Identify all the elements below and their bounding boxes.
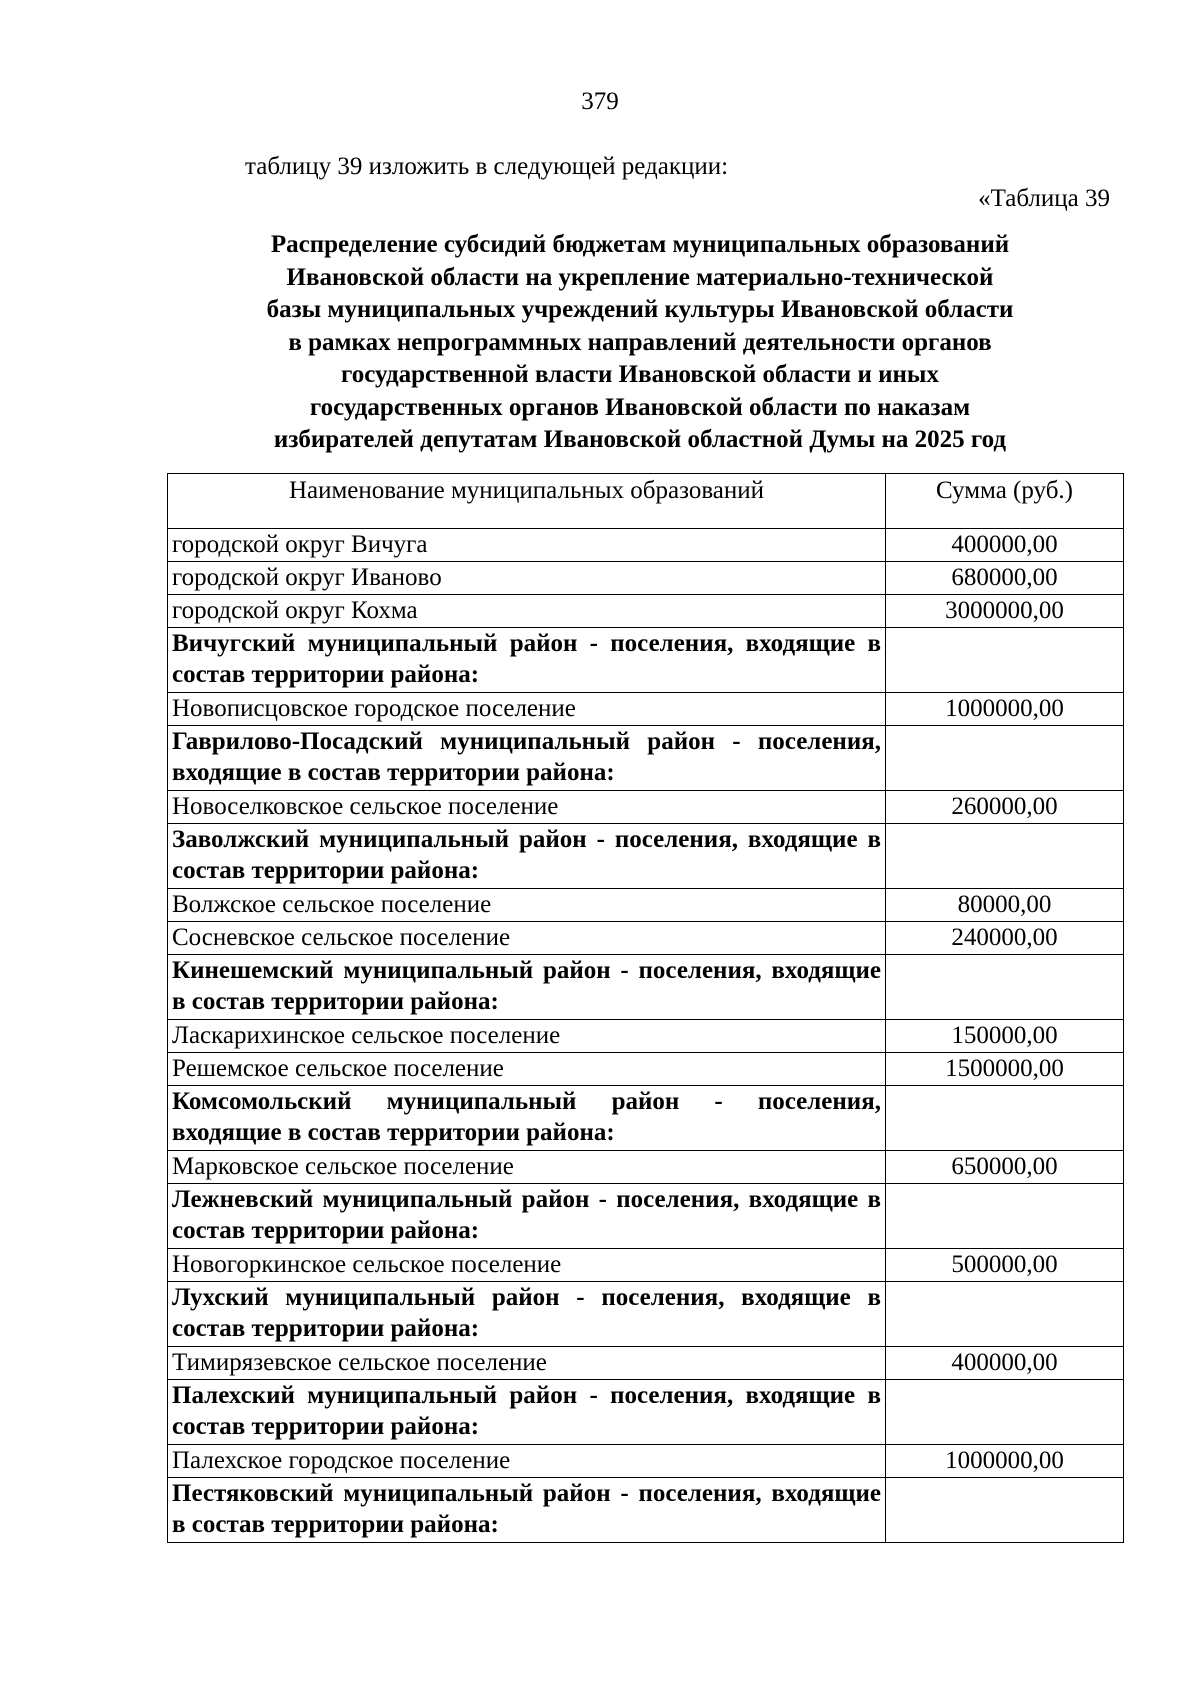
municipality-name: Марковское сельское поселение [168,1151,886,1184]
municipality-name: Палехское городское поселение [168,1445,886,1478]
table-row [168,595,1124,628]
table-group-row [168,1380,1124,1445]
table-title [160,229,1120,457]
table-row [168,922,1124,955]
amount-cell: 400000,00 [886,1347,1124,1380]
amount-cell [886,1184,1124,1249]
municipality-name: Новогоркинское сельское поселение [168,1249,886,1282]
municipality-name: Ласкарихинское сельское поселение [168,1020,886,1053]
amount-cell: 400000,00 [886,529,1124,562]
table-group-row [168,1086,1124,1151]
municipality-name: городской округ Вичуга [168,529,886,562]
amount-cell [886,1478,1124,1543]
subsidy-table [167,473,1124,1543]
title-line: Распределение субсидий бюджетам муниципальных образований [270,231,1010,258]
amount-cell: 1000000,00 [886,693,1124,726]
title-line: Ивановской области на укрепление материально-технической [286,263,994,291]
header-amount: Сумма (руб.) [886,474,1124,529]
municipality-name: Волжское сельское поселение [168,889,886,922]
district-name: Комсомольский муниципальный район - поселения, входящие в состав территории района: [168,1086,886,1151]
district-name: Пестяковский муниципальный район - поселения, входящие в состав территории района: [168,1478,886,1543]
table-label: «Таблица 39 [978,185,1110,212]
amount-cell [886,726,1124,791]
municipality-name: Новописцовское городское поселение [168,693,886,726]
title-line: государственных органов Ивановской области по наказам [309,393,971,421]
amount-cell: 80000,00 [886,889,1124,922]
table-row [168,562,1124,595]
district-name: Лежневский муниципальный район - поселения, входящие в состав территории района: [168,1184,886,1249]
municipality-name: городской округ Кохма [168,595,886,628]
title-line: государственной власти Ивановской области и иных [341,361,939,388]
municipality-name: Сосневское сельское поселение [168,922,886,955]
table-row [168,1347,1124,1380]
table-group-row [168,726,1124,791]
municipality-name: городской округ Иваново [168,562,886,595]
municipality-name: Новоселковское сельское поселение [168,791,886,824]
amount-cell: 3000000,00 [886,595,1124,628]
page-number: 379 [581,88,619,115]
table-group-row [168,1478,1124,1543]
table-group-row [168,955,1124,1020]
district-name: Гаврилово-Посадский муниципальный район - поселения, входящие в состав территории района: [168,726,886,791]
title-line: базы муниципальных учреждений культуры Ивановской области [266,296,1014,323]
table-row [168,1053,1124,1086]
amount-cell: 680000,00 [886,562,1124,595]
district-name: Кинешемский муниципальный район - поселения, входящие в состав территории района: [168,955,886,1020]
amount-cell: 500000,00 [886,1249,1124,1282]
amount-cell [886,628,1124,693]
table-row [168,1151,1124,1184]
amount-cell [886,1380,1124,1445]
table-row [168,1445,1124,1478]
table-group-row [168,824,1124,889]
district-name: Вичугский муниципальный район - поселения, входящие в состав территории района: [168,628,886,693]
municipality-name: Тимирязевское сельское поселение [168,1347,886,1380]
table-row [168,1020,1124,1053]
table-group-row [168,628,1124,693]
table-header-row [168,474,1124,529]
amount-cell [886,1282,1124,1347]
district-name: Лухский муниципальный район - поселения, входящие в состав территории района: [168,1282,886,1347]
table-group-row [168,1282,1124,1347]
district-name: Заволжский муниципальный район - поселения, входящие в состав территории района: [168,824,886,889]
amount-cell [886,824,1124,889]
header-name: Наименование муниципальных образований [168,474,886,529]
table-group-row [168,1184,1124,1249]
amount-cell [886,955,1124,1020]
table-row [168,529,1124,562]
amount-cell: 650000,00 [886,1151,1124,1184]
table-row [168,693,1124,726]
municipality-name: Решемское сельское поселение [168,1053,886,1086]
amount-cell: 240000,00 [886,922,1124,955]
amount-cell: 1000000,00 [886,1445,1124,1478]
amount-cell: 260000,00 [886,791,1124,824]
intro-text: таблицу 39 изложить в следующей редакции: [245,153,729,180]
table-row [168,791,1124,824]
title-line: в рамках непрограммных направлений деятельности органов [288,328,992,356]
table-body [168,529,1124,1543]
table-row [168,1249,1124,1282]
amount-cell: 1500000,00 [886,1053,1124,1086]
amount-cell [886,1086,1124,1151]
title-line: избирателей депутатам Ивановской областной Думы на 2025 год [273,426,1007,453]
amount-cell: 150000,00 [886,1020,1124,1053]
table-row [168,889,1124,922]
district-name: Палехский муниципальный район - поселения, входящие в состав территории района: [168,1380,886,1445]
